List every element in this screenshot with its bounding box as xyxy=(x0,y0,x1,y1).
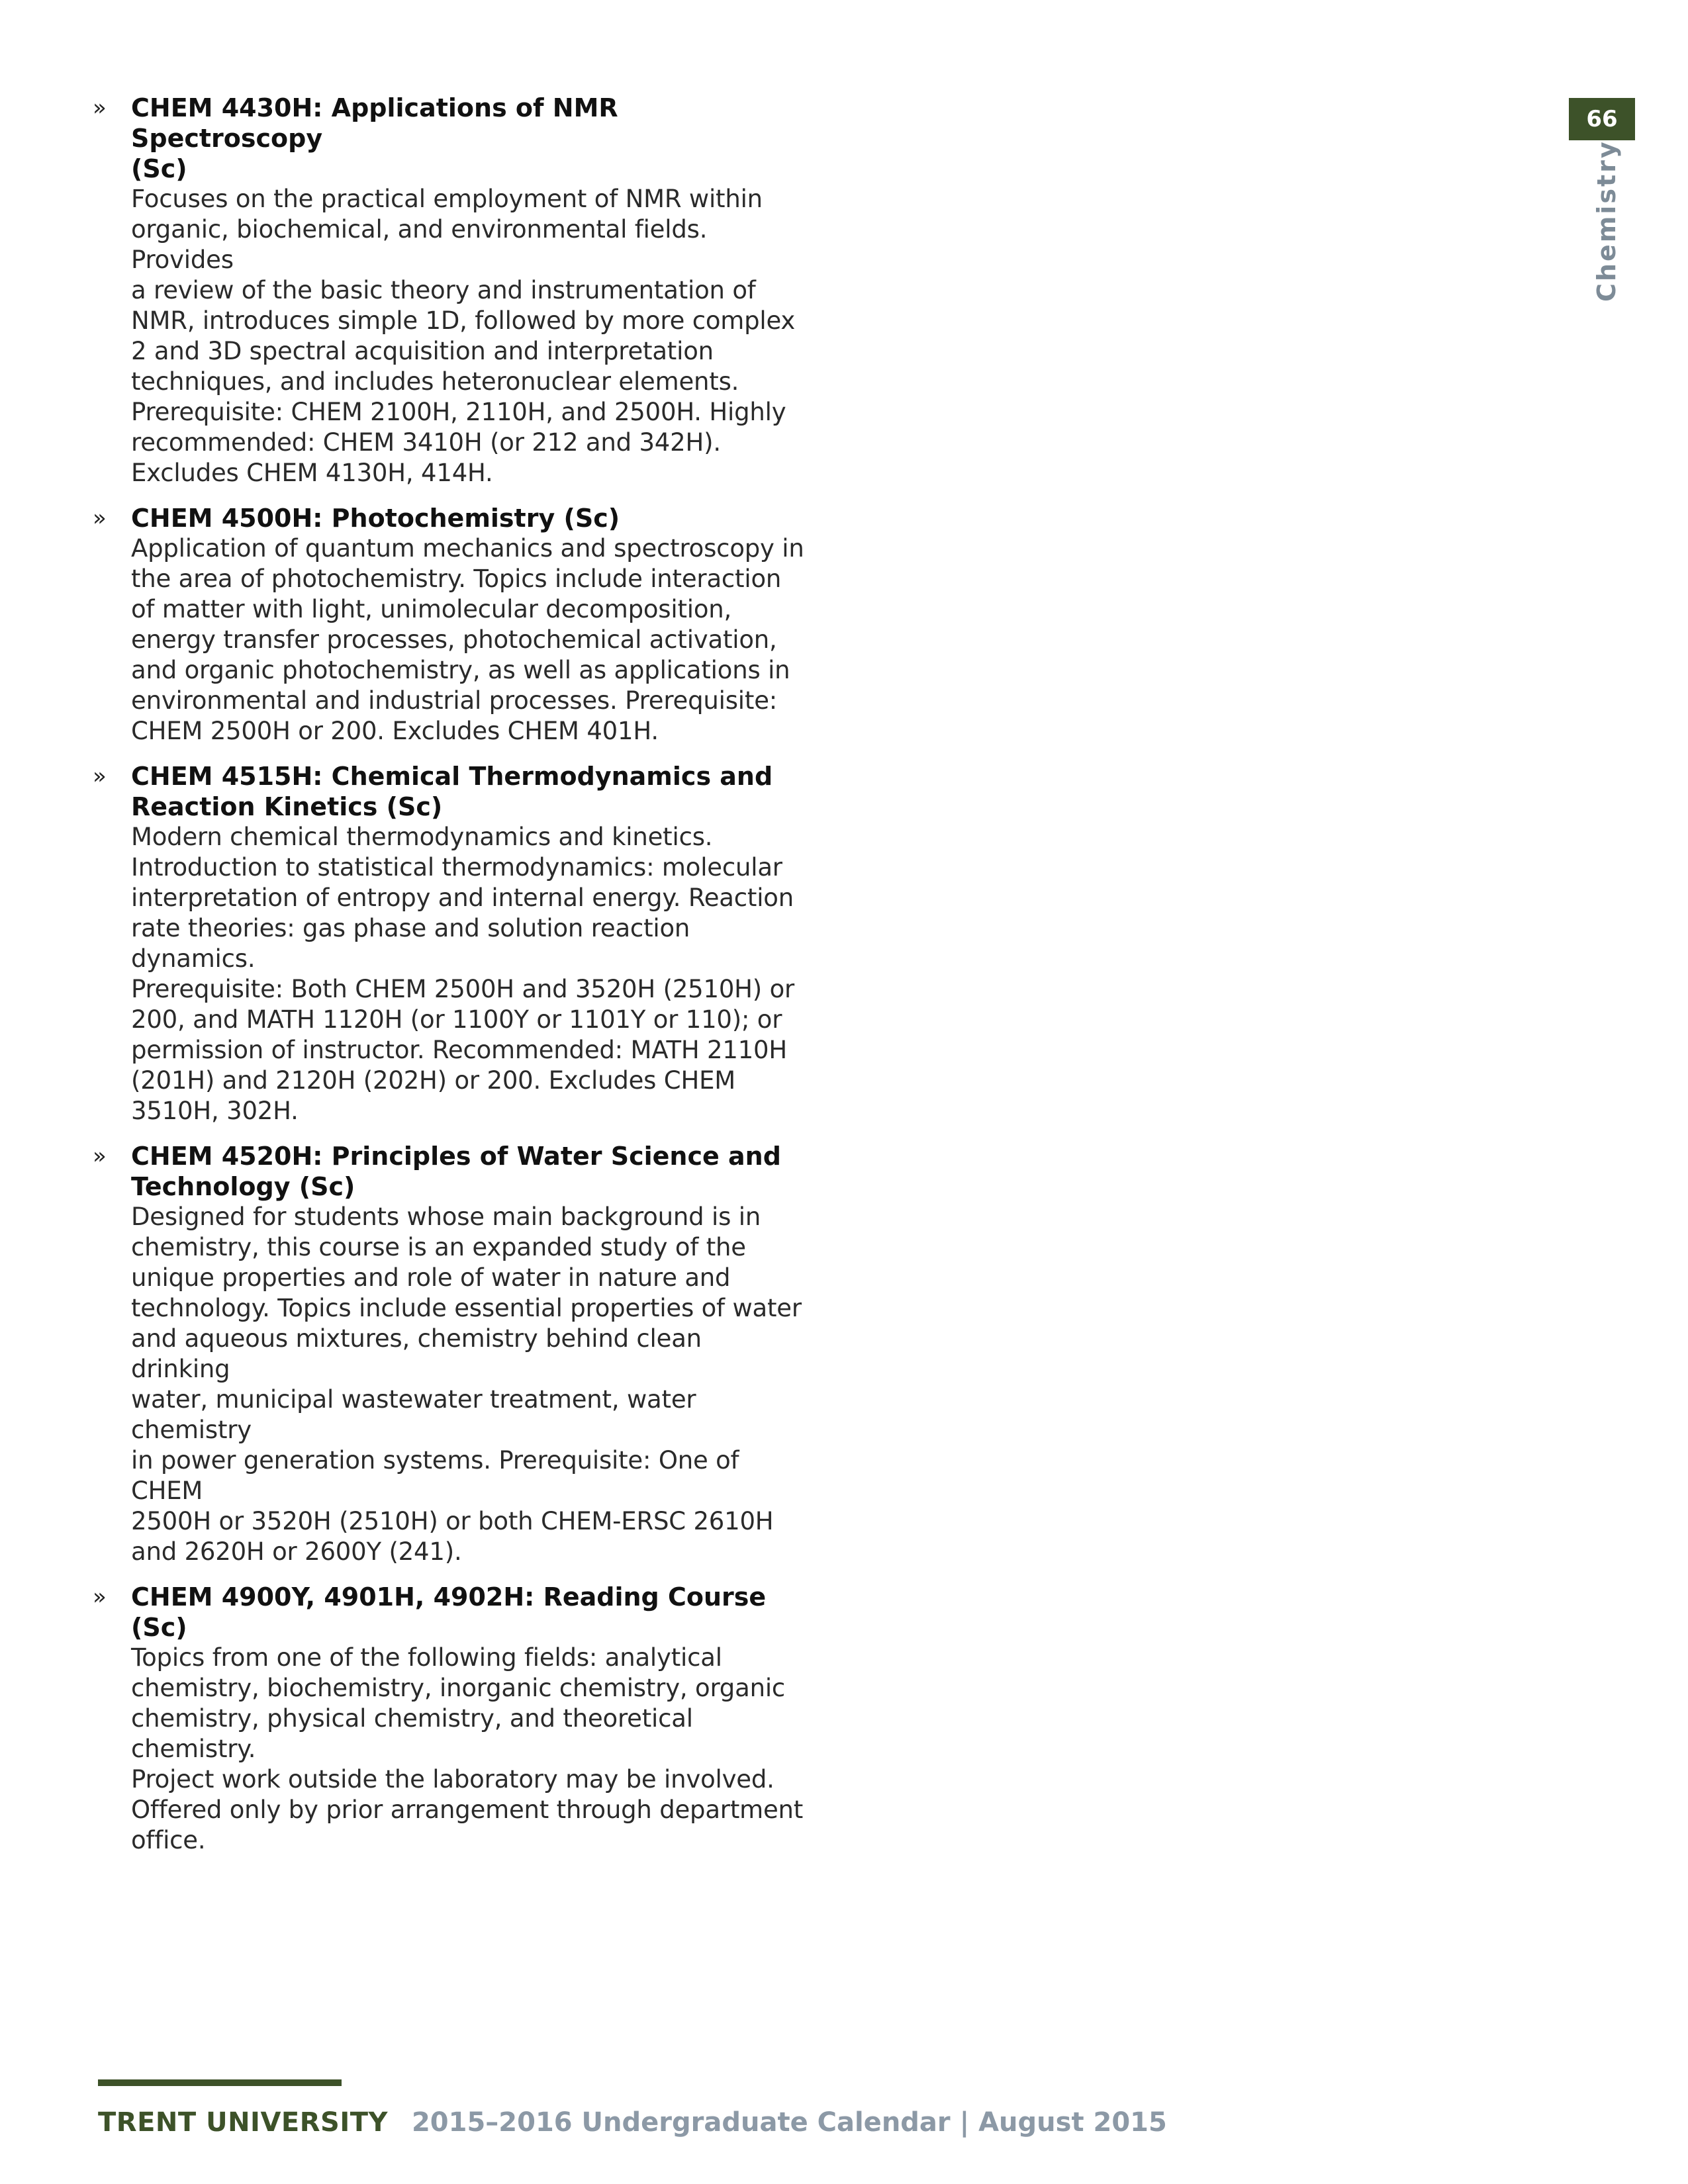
course-description-line: Project work outside the laboratory may be involved. xyxy=(131,1765,774,1794)
course-description-line: Prerequisite: CHEM 2100H, 2110H, and 2500H. Highly xyxy=(131,398,786,426)
course-description-line: Topics from one of the following fields: analytical xyxy=(131,1643,722,1672)
course-description-line: the area of photochemistry. Topics include interaction xyxy=(131,565,782,593)
course-description-line: unique properties and role of water in nature and xyxy=(131,1263,731,1292)
bullet-icon: » xyxy=(93,1143,107,1169)
course-description-line: office. xyxy=(131,1826,206,1854)
course-title: CHEM 4520H: Principles of Water Science and xyxy=(131,1142,781,1171)
course-title: Reaction Kinetics (Sc) xyxy=(131,792,443,821)
course-description-line: organic, biochemical, and environmental fields. Provides xyxy=(131,215,708,274)
course-entry xyxy=(93,761,808,1126)
course-list xyxy=(93,93,808,1870)
course-description-line: chemistry, biochemistry, inorganic chemistry, organic xyxy=(131,1674,786,1702)
course-title: CHEM 4900Y, 4901H, 4902H: Reading Course (Sc) xyxy=(131,1582,767,1642)
course-description-line: Modern chemical thermodynamics and kinetics. xyxy=(131,823,713,851)
page-number: 66 xyxy=(1569,98,1635,140)
course-title: Technology (Sc) xyxy=(131,1172,355,1201)
bullet-icon: » xyxy=(93,763,107,790)
course-description-line: rate theories: gas phase and solution reaction dynamics. xyxy=(131,914,690,973)
course-description-line: 200, and MATH 1120H (or 1100Y or 1101Y or 110); or xyxy=(131,1005,782,1034)
course-description-line: chemistry, physical chemistry, and theoretical chemistry. xyxy=(131,1704,693,1763)
section-side-label: Chemistry xyxy=(1592,140,1621,302)
course-description-line: and organic photochemistry, as well as applications in xyxy=(131,656,790,684)
course-description-line: permission of instructor. Recommended: MATH 2110H xyxy=(131,1036,788,1064)
course-description-line: 3510H, 302H. xyxy=(131,1097,299,1125)
footer xyxy=(98,2107,1167,2138)
course-description-line: environmental and industrial processes. Prerequisite: xyxy=(131,686,778,715)
course-description-line: Excludes CHEM 4130H, 414H. xyxy=(131,459,493,487)
course-description-line: in power generation systems. Prerequisite: One of CHEM xyxy=(131,1446,739,1505)
course-description-line: NMR, introduces simple 1D, followed by more complex xyxy=(131,306,796,335)
footer-calendar: 2015–2016 Undergraduate Calendar | August 2015 xyxy=(411,2107,1167,2138)
footer-university: TRENT UNIVERSITY xyxy=(98,2107,388,2138)
course-description-line: 2500H or 3520H (2510H) or both CHEM-ERSC 2610H xyxy=(131,1507,774,1535)
course-description-line: CHEM 2500H or 200. Excludes CHEM 401H. xyxy=(131,717,659,745)
course-description-line: technology. Topics include essential properties of water xyxy=(131,1294,802,1322)
bullet-icon: » xyxy=(93,505,107,531)
course-description-line: interpretation of entropy and internal energy. Reaction xyxy=(131,884,794,912)
course-description-line: and aqueous mixtures, chemistry behind clean drinking xyxy=(131,1324,702,1383)
course-description-line: water, municipal wastewater treatment, water chemistry xyxy=(131,1385,696,1444)
course-description-line: recommended: CHEM 3410H (or 212 and 342H). xyxy=(131,428,721,457)
course-description-line: Prerequisite: Both CHEM 2500H and 3520H (2510H) or xyxy=(131,975,795,1003)
course-entry xyxy=(93,1582,808,1856)
bullet-icon: » xyxy=(93,95,107,121)
course-title: (Sc) xyxy=(131,154,187,183)
course-description-line: a review of the basic theory and instrumentation of xyxy=(131,276,756,304)
course-description-line: (201H) and 2120H (202H) or 200. Excludes CHEM xyxy=(131,1066,735,1095)
course-description-line: 2 and 3D spectral acquisition and interpretation xyxy=(131,337,714,365)
bullet-icon: » xyxy=(93,1584,107,1610)
course-entry xyxy=(93,503,808,747)
course-description-line: Offered only by prior arrangement through department xyxy=(131,1796,804,1824)
course-entry xyxy=(93,1141,808,1567)
footer-rule xyxy=(98,2079,342,2086)
course-title: CHEM 4515H: Chemical Thermodynamics and xyxy=(131,762,773,791)
course-description-line: chemistry, this course is an expanded study of the xyxy=(131,1233,746,1261)
course-description-line: Focuses on the practical employment of NMR within xyxy=(131,185,763,213)
course-description-line: Application of quantum mechanics and spectroscopy in xyxy=(131,534,804,563)
course-title: CHEM 4430H: Applications of NMR Spectroscopy xyxy=(131,93,618,153)
course-description-line: and 2620H or 2600Y (241). xyxy=(131,1537,462,1566)
course-description-line: Introduction to statistical thermodynamics: molecular xyxy=(131,853,782,882)
course-description-line: of matter with light, unimolecular decomposition, xyxy=(131,595,732,623)
course-description-line: Designed for students whose main background is in xyxy=(131,1203,761,1231)
course-entry xyxy=(93,93,808,488)
course-title: CHEM 4500H: Photochemistry (Sc) xyxy=(131,504,620,533)
course-description-line: energy transfer processes, photochemical activation, xyxy=(131,625,777,654)
course-description-line: techniques, and includes heteronuclear elements. xyxy=(131,367,739,396)
